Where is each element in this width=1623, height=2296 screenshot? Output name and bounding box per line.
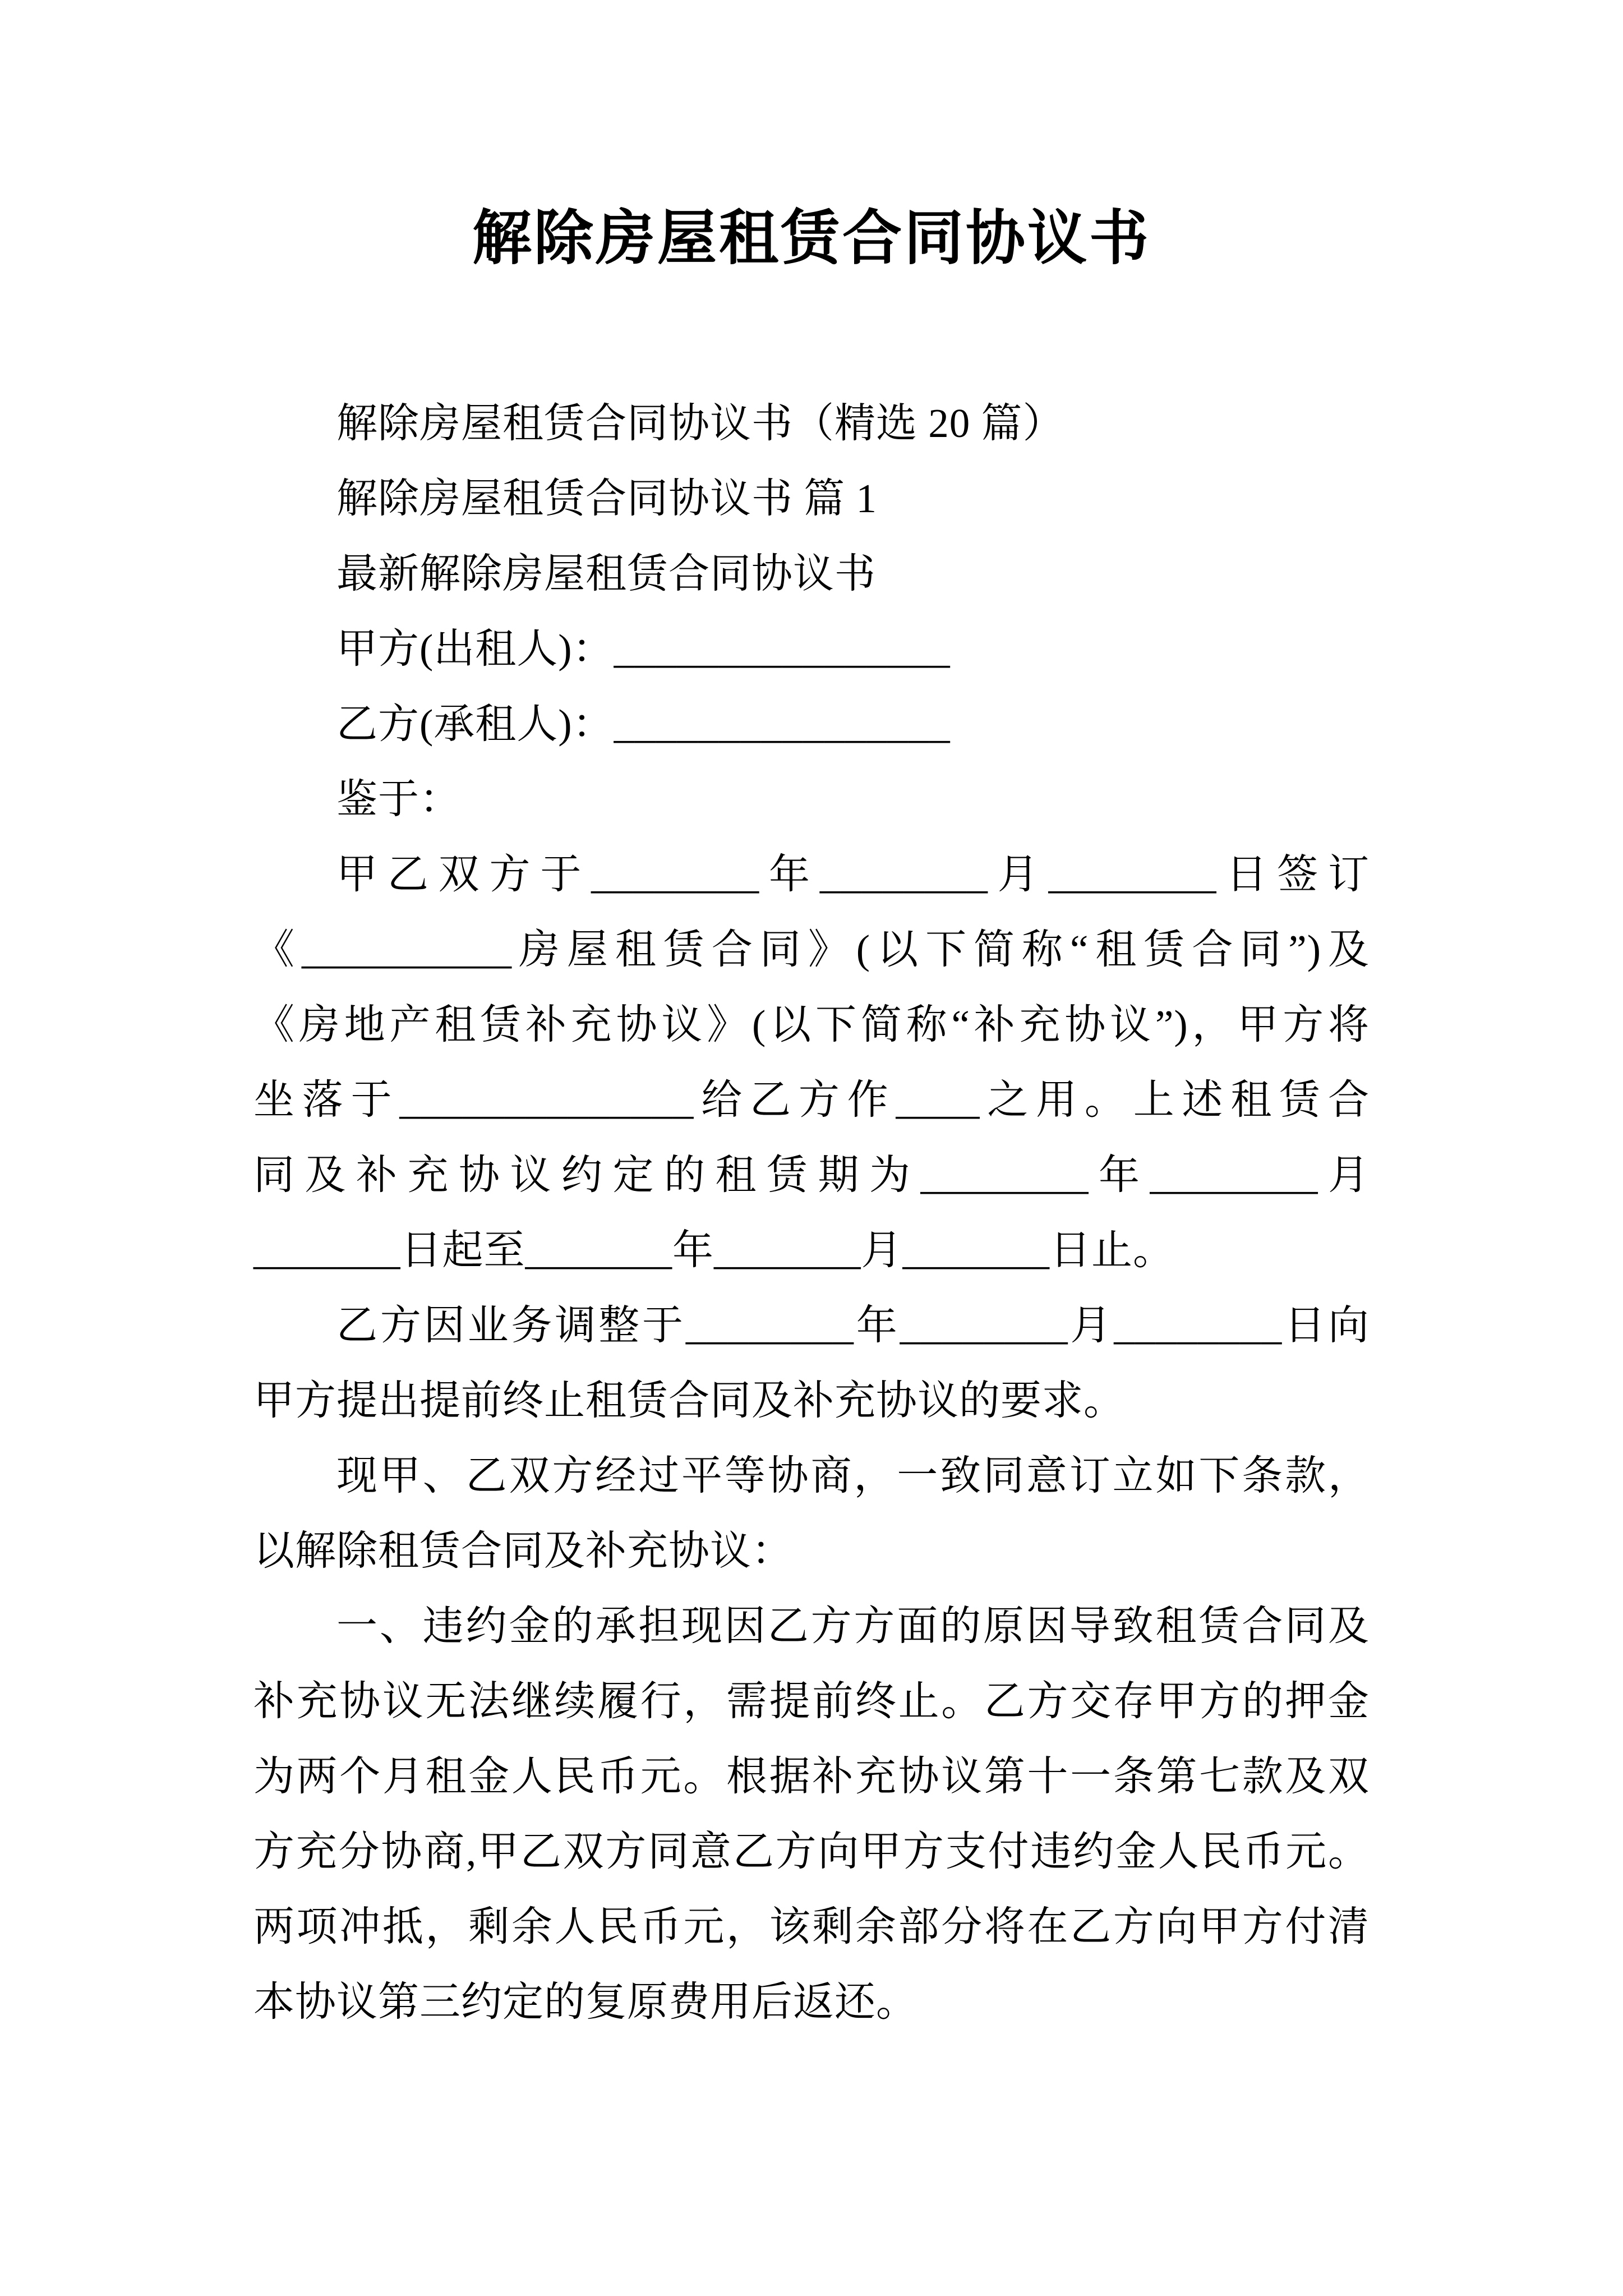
text-line: 甲方提出提前终止租赁合同及补充协议的要求。	[253, 1378, 1125, 1423]
text-line: 《__________房屋租赁合同》(以下简称“租赁合同”)及	[253, 927, 1370, 972]
text-line: 同及补充协议约定的租赁期为________年________月	[253, 1152, 1370, 1198]
text-line: 为两个月租金人民币元。根据补充协议第十一条第七款及双	[253, 1754, 1370, 1799]
text-line: 方充分协商,甲乙双方同意乙方向甲方支付违约金人民币元。	[253, 1829, 1370, 1874]
text-line: 甲方(出租人)：________________	[336, 626, 951, 671]
text-line: 一、违约金的承担现因乙方方面的原因导致租赁合同及	[336, 1603, 1370, 1649]
text-line: 甲乙双方于________年________月________日签订	[336, 852, 1370, 897]
document-body	[253, 386, 1370, 2040]
text-line: 《房地产租赁补充协议》(以下简称“补充协议”)，甲方将	[253, 1002, 1370, 1047]
text-line: 鉴于：	[336, 776, 461, 822]
text-line: 解除房屋租赁合同协议书（精选 20 篇）	[336, 401, 1064, 446]
text-line: 解除房屋租赁合同协议书 篇 1	[336, 476, 877, 521]
text-line: 坐落于______________给乙方作____之用。上述租赁合	[253, 1077, 1370, 1122]
document-title: 解除房屋租赁合同协议书	[472, 206, 1151, 272]
text-line: 补充协议无法继续履行，需提前终止。乙方交存甲方的押金	[253, 1678, 1370, 1724]
text-line: 最新解除房屋租赁合同协议书	[336, 551, 876, 596]
text-line: _______日起至_______年_______月_______日止。	[253, 1227, 1174, 1273]
text-line: 乙方(承租人)：________________	[336, 701, 951, 747]
text-line: 乙方因业务调整于________年________月________日向	[336, 1303, 1370, 1348]
text-line: 现甲、乙双方经过平等协商，一致同意订立如下条款，	[336, 1453, 1370, 1498]
text-line: 以解除租赁合同及补充协议：	[253, 1528, 793, 1573]
text-line: 本协议第三约定的复原费用后返还。	[253, 1979, 917, 2024]
text-line: 两项冲抵，剩余人民币元，该剩余部分将在乙方向甲方付清	[253, 1904, 1370, 1949]
